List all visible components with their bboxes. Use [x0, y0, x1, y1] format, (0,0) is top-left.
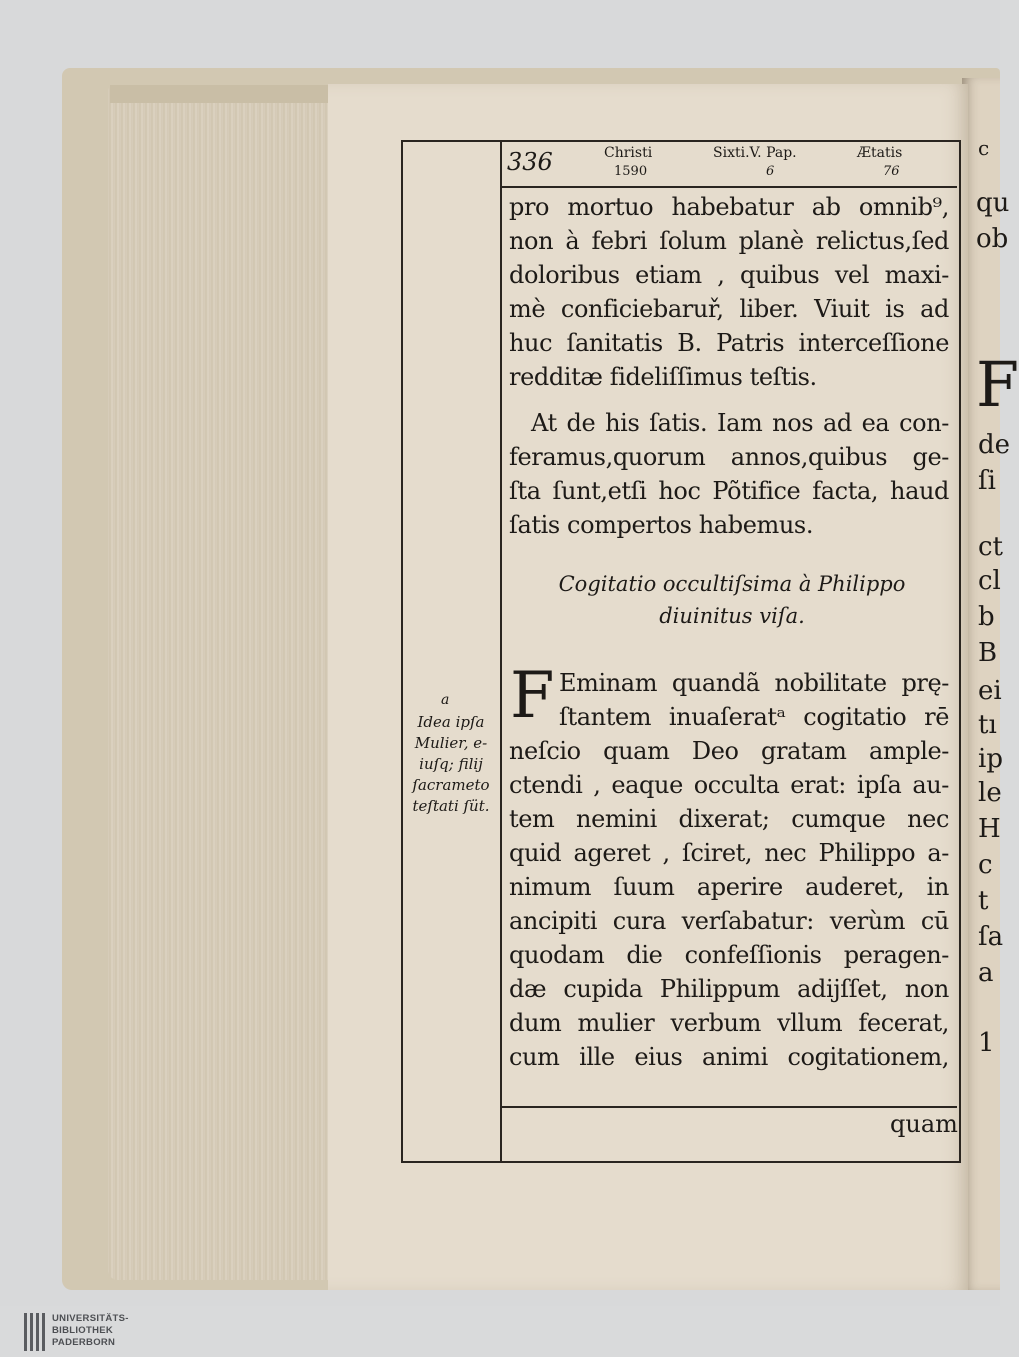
text-line: redditæ fideliſſimus teſtis.: [509, 363, 817, 391]
library-name-line: PADERBORN: [52, 1337, 116, 1348]
facing-page-fragment: b: [978, 602, 995, 632]
running-head-value: 1590: [614, 164, 648, 179]
marginal-note-line: iuſq; filij: [419, 755, 483, 773]
text-line: ctendi , eaque occulta erat: ipſa au-: [509, 771, 949, 799]
facing-page-fragment: le: [978, 778, 1002, 808]
facing-page-fragment: ct: [978, 532, 1004, 562]
drop-cap: F: [510, 659, 555, 733]
section-heading-line: Cogitatio occultiſsima à Philippo: [558, 572, 906, 596]
footer-rule: [502, 1106, 957, 1108]
facing-page-fragment: ſi: [978, 466, 996, 496]
text-line: tem nemini dixerat; cumque nec: [509, 805, 949, 833]
text-line: mè conficiebaruř, liber. Viuit is ad: [509, 295, 949, 323]
facing-page-fragment: a: [978, 958, 994, 988]
facing-page-fragment: tı: [978, 710, 997, 740]
facing-page-fragment: ei: [978, 676, 1002, 706]
facing-page-fragment: ob: [976, 224, 1009, 254]
facing-page-fragment: qu: [976, 188, 1010, 218]
facing-page-fragment: t: [978, 886, 989, 916]
running-head-value: 76: [883, 164, 900, 179]
facing-page-fragment: ip: [978, 744, 1003, 774]
marginal-note-mark: a: [441, 692, 450, 708]
text-line: Eminam quandã nobilitate prę-: [559, 669, 949, 697]
running-head-value: 6: [766, 164, 775, 179]
text-line: ſatis compertos habemus.: [509, 511, 814, 539]
running-head-label: Christi: [604, 145, 653, 161]
facing-page-fragment: c: [978, 850, 993, 880]
facing-page-fragment: ſa: [978, 922, 1004, 952]
facing-page-fragment: H: [978, 814, 1001, 844]
library-name: [52, 1313, 129, 1349]
text-line: ancipiti cura verſabatur: verùm cū: [509, 907, 949, 935]
running-head-label: Ætatis: [857, 145, 903, 161]
text-line: dæ cupida Philippum adijſſet, non: [509, 975, 949, 1003]
facing-page-fragment: F: [976, 348, 1019, 421]
text-line: quid ageret , ſciret, nec Philippo a-: [509, 839, 949, 867]
column-rule: [500, 140, 502, 1161]
text-line: non à febri ſolum planè relictus,ſed: [509, 227, 949, 255]
facing-page-fragment: cl: [978, 566, 1001, 596]
marginal-note-line: Mulier, e-: [414, 734, 488, 752]
page-edges-top: [110, 85, 328, 103]
text-line: At de his ſatis. Iam nos ad ea con-: [531, 409, 949, 437]
text-line: huc ſanitatis B. Patris interceſſione: [509, 329, 949, 357]
text-line: neſcio quam Deo gratam ample-: [509, 737, 949, 765]
text-line: nimum ſuum aperire auderet, in: [509, 873, 949, 901]
page-edges: [108, 85, 330, 1280]
text-line: pro mortuo habebatur ab omnib⁹,: [509, 193, 949, 221]
facing-page-fragment: c: [978, 136, 990, 160]
facing-page-fragment: B: [978, 638, 998, 668]
text-line: ſta ſunt,etſi hoc Põtifice facta, haud: [509, 477, 949, 505]
text-line: quodam die confeſſionis peragen-: [509, 941, 949, 969]
text-line: feramus,quorum annos,quibus ge-: [509, 443, 949, 471]
library-name-line: BIBLIOTHEK: [52, 1325, 114, 1336]
page-number: 336: [507, 148, 553, 176]
library-logo-icon: [24, 1313, 46, 1351]
text-line: dum mulier verbum vllum fecerat,: [509, 1009, 949, 1037]
marginal-note-line: teſtati ſüt.: [412, 797, 490, 815]
text-line: doloribus etiam , quibus vel maxi-: [509, 261, 949, 289]
marginal-note-line: Idea ipſa: [417, 713, 485, 731]
marginal-note-line: ſacrameto: [412, 776, 490, 794]
text-line: cum ille eius animi cogitationem,: [509, 1043, 949, 1071]
running-head-label: Sixti.V. Pap.: [713, 145, 797, 161]
catchword: quam: [890, 1110, 958, 1138]
text-line: ſtantem inuaſeratᵃ cogitatio rē: [559, 703, 949, 731]
header-rule: [502, 186, 957, 188]
facing-page-fragment: de: [978, 430, 1011, 460]
facing-page-fragment: 1: [978, 1028, 995, 1058]
section-heading-line: diuinitus viſa.: [659, 604, 805, 628]
library-name-line: UNIVERSITÄTS-: [52, 1313, 129, 1324]
library-footer: [0, 1306, 1000, 1357]
